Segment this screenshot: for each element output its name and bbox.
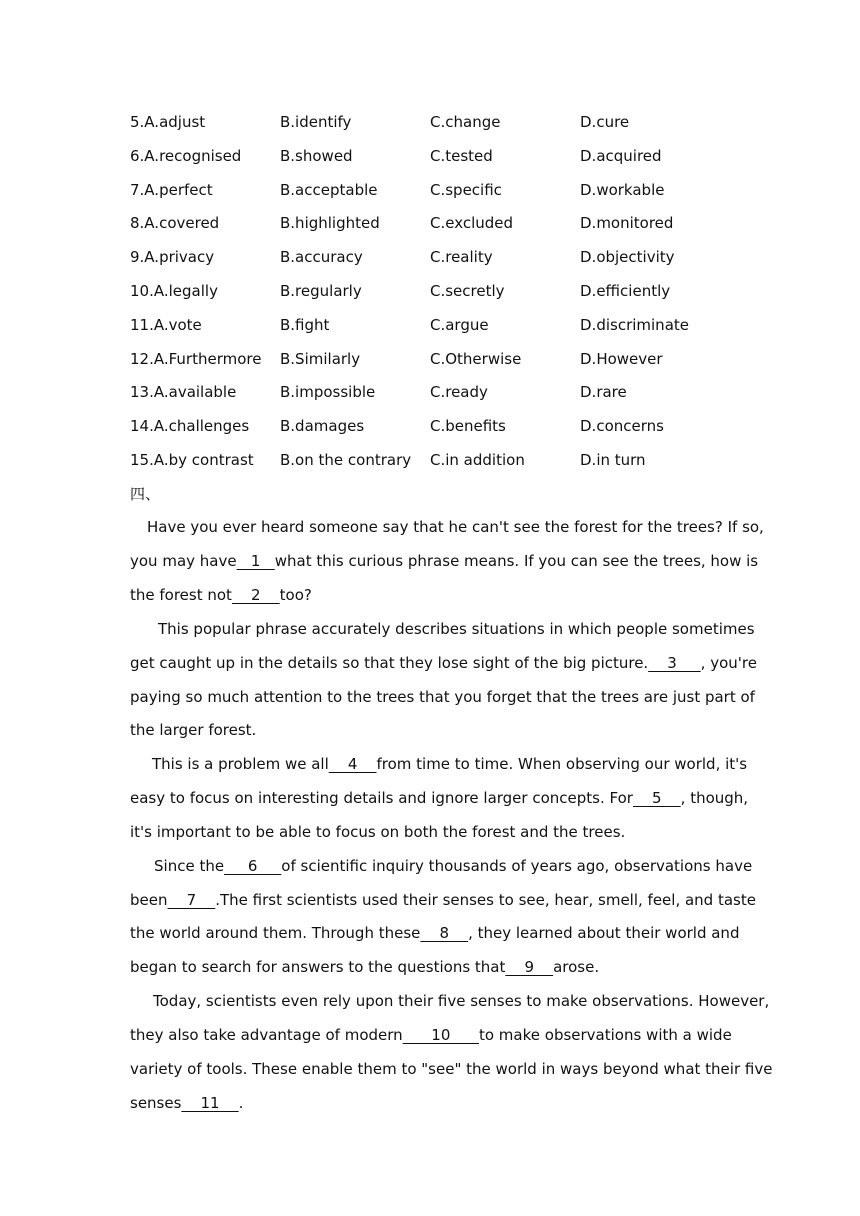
passage-line: they also take advantage of modern 10 to make observations with a wide: [130, 1026, 732, 1044]
passage-line: began to search for answers to the questions that 9 arose.: [130, 958, 600, 976]
option-d: D.workable: [580, 180, 665, 199]
blank-8: 8: [420, 924, 469, 942]
blank-6: 6: [224, 857, 282, 875]
blank-10: 10: [402, 1026, 479, 1044]
option-d: D.acquired: [580, 146, 662, 165]
option-b: B.showed: [280, 146, 353, 165]
option-a: 15.A.by contrast: [130, 451, 254, 469]
passage-line: you may have 1 what this curious phrase means. If you can see the trees, how is: [130, 552, 759, 570]
option-c: C.in addition: [430, 451, 525, 469]
option-b: B.highlighted: [280, 214, 380, 233]
option-c: C.reality: [430, 248, 493, 267]
option-b: B.damages: [280, 417, 365, 436]
option-a: 13.A.available: [130, 383, 237, 402]
passage-line: get caught up in the details so that they lose sight of the big picture. 3 , you're: [130, 654, 757, 672]
option-a: 11.A.vote: [130, 315, 202, 334]
option-c: C.ready: [430, 383, 488, 402]
option-c: C.change: [430, 113, 501, 131]
passage-line: Today, scientists even rely upon their five senses to make observations. However,: [153, 992, 770, 1010]
passage-line: been 7 .The first scientists used their senses to see, hear, smell, feel, and taste: [130, 891, 756, 909]
option-b: B.accuracy: [280, 248, 363, 267]
blank-11: 11: [181, 1094, 239, 1112]
option-a: 10.A.legally: [130, 282, 218, 300]
option-d: D.rare: [580, 383, 627, 402]
passage-line: the forest not 2 too?: [130, 586, 312, 604]
option-c: C.excluded: [430, 214, 514, 233]
option-b: B.identify: [280, 113, 352, 131]
option-b: B.impossible: [280, 383, 376, 402]
blank-7: 7: [167, 891, 216, 909]
passage-line: Since the 6 of scientific inquiry thousands of years ago, observations have: [154, 857, 753, 875]
passage-line: the world around them. Through these 8 , they learned about their world and: [130, 924, 740, 942]
passage-line: senses 11 .: [130, 1094, 244, 1112]
passage-line: This popular phrase accurately describes situations in which people sometimes: [158, 620, 755, 638]
passage-line: it's important to be able to focus on both the forest and the trees.: [130, 823, 626, 841]
option-c: C.secretly: [430, 282, 505, 300]
option-b: B.on the contrary: [280, 451, 412, 469]
blank-9: 9: [505, 958, 554, 976]
option-a: 12.A.Furthermore: [130, 349, 262, 368]
option-d: D.However: [580, 349, 663, 368]
section-heading: 四、: [130, 485, 161, 503]
option-a: 7.A.perfect: [130, 180, 213, 199]
blank-2: 2: [231, 586, 280, 604]
passage-line: variety of tools. These enable them to "see" the world in ways beyond what their five: [130, 1060, 773, 1078]
option-b: B.regularly: [280, 282, 362, 300]
blank-5: 5: [632, 789, 681, 807]
option-c: C.tested: [430, 146, 493, 165]
option-a: 6.A.recognised: [130, 146, 242, 165]
option-c: C.Otherwise: [430, 349, 522, 368]
option-d: D.efficiently: [580, 282, 671, 300]
passage-line: the larger forest.: [130, 721, 257, 739]
option-d: D.concerns: [580, 417, 664, 436]
option-d: D.discriminate: [580, 315, 689, 334]
blank-4: 4: [328, 755, 377, 773]
option-c: C.specific: [430, 180, 502, 199]
passage-line: Have you ever heard someone say that he can't see the forest for the trees? If so,: [147, 518, 764, 536]
option-d: D.objectivity: [580, 248, 675, 267]
option-d: D.monitored: [580, 214, 674, 233]
option-b: B.fight: [280, 315, 330, 334]
passage-line: This is a problem we all 4 from time to time. When observing our world, it's: [152, 755, 748, 773]
option-b: B.Similarly: [280, 349, 361, 368]
option-a: 8.A.covered: [130, 214, 220, 233]
option-a: 14.A.challenges: [130, 417, 250, 436]
option-a: 9.A.privacy: [130, 248, 215, 267]
option-c: C.benefits: [430, 417, 506, 436]
option-d: D.in turn: [580, 451, 646, 469]
passage-line: paying so much attention to the trees that you forget that the trees are just part of: [130, 688, 755, 706]
option-a: 5.A.adjust: [130, 113, 206, 131]
option-d: D.cure: [580, 113, 630, 131]
blank-3: 3: [648, 654, 701, 672]
passage-line: easy to focus on interesting details and ignore larger concepts. For 5 , though,: [130, 789, 749, 807]
option-c: C.argue: [430, 315, 489, 334]
option-b: B.acceptable: [280, 180, 378, 199]
blank-1: 1: [236, 552, 275, 570]
